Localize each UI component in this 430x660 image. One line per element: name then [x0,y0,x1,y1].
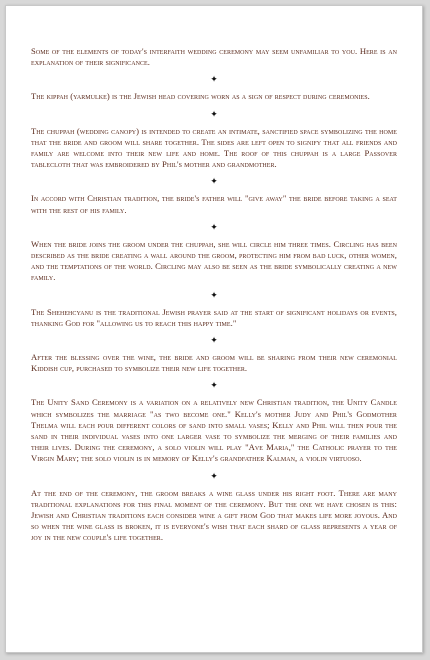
paragraph-kiddish-cup: After the blessing over the wine, the bride and groom will be sharing from their new ceremonial Kiddish cup, purchased to symbolize their new life together. [31,352,397,374]
divider-ornament-icon: ✦ [210,470,218,481]
paragraph-kippah: The kippah (yarmulke) is the Jewish head covering worn as a sign of respect during ceremonies. [31,91,370,102]
program-page [5,5,423,653]
paragraph-unity-sand: The Unity Sand Ceremony is a variation on a relatively new Christian tradition, the Unity Candle which symbolizes the marriage "as two become one." Kelly's mother Judy and Phil's Godmother Thelma will each pour different colors of sand into small vases; Kelly and Phil will then pour the sand in their individual vases into one larger vase to symbolize the merging of their families and their lives. During the ceremony, a solo violin will play "Ave Maria," the Catholic prayer to the Virgin Mary; the solo violin is in memory of Kelly's grandfather Kalman, a violin virtuoso. [31,397,397,464]
paragraph-wine-glass: At the end of the ceremony, the groom breaks a wine glass under his right foot. There are many traditional explanations for this final moment of the ceremony. But the one we have chosen is this: Jewish and Christian traditions each consider wine a gift from God that makes life more joyous. And so when the wine glass is broken, it is everyone's wish that each shard of glass represents a year of joy in the new couple's life together. [31,487,397,543]
paragraph-intro: Some of the elements of today's interfaith wedding ceremony may seem unfamiliar to you. Here is an explanation of their significance. [31,46,397,68]
divider-ornament-icon: ✦ [210,380,218,391]
divider-ornament-icon: ✦ [210,176,218,187]
program-content [31,46,397,632]
paragraph-prayer: The Shehehcyanu is the traditional Jewish prayer said at the start of significant holidays or events, thanking God for "allowing us to reach this happy time." [31,306,397,328]
divider-ornament-icon: ✦ [210,335,218,346]
divider-ornament-icon: ✦ [210,74,218,85]
paragraph-circling: When the bride joins the groom under the chuppah, she will circle him three times. Circling has been described as the bride creating a wall around the groom, protecting him from bad luck, other women, and the temptations of the world. Circling may also be seen as the bride symbolically creating a new family. [31,238,397,283]
paragraph-chuppah: The chuppah (wedding canopy) is intended to create an intimate, sanctified space symbolizing the home that the bride and groom will share together. The sides are left open to signify that all friends and family are welcome into their new life and home. The roof of this chuppah is a large Passover tablecloth that was embroidered by Phil's mother and grandmother. [31,125,397,170]
divider-ornament-icon: ✦ [210,221,218,232]
divider-ornament-icon: ✦ [210,108,218,119]
divider-ornament-icon: ✦ [210,289,218,300]
paragraph-give-away: In accord with Christian tradition, the bride's father will "give away" the bride before taking a seat with the rest of his family. [31,193,397,215]
